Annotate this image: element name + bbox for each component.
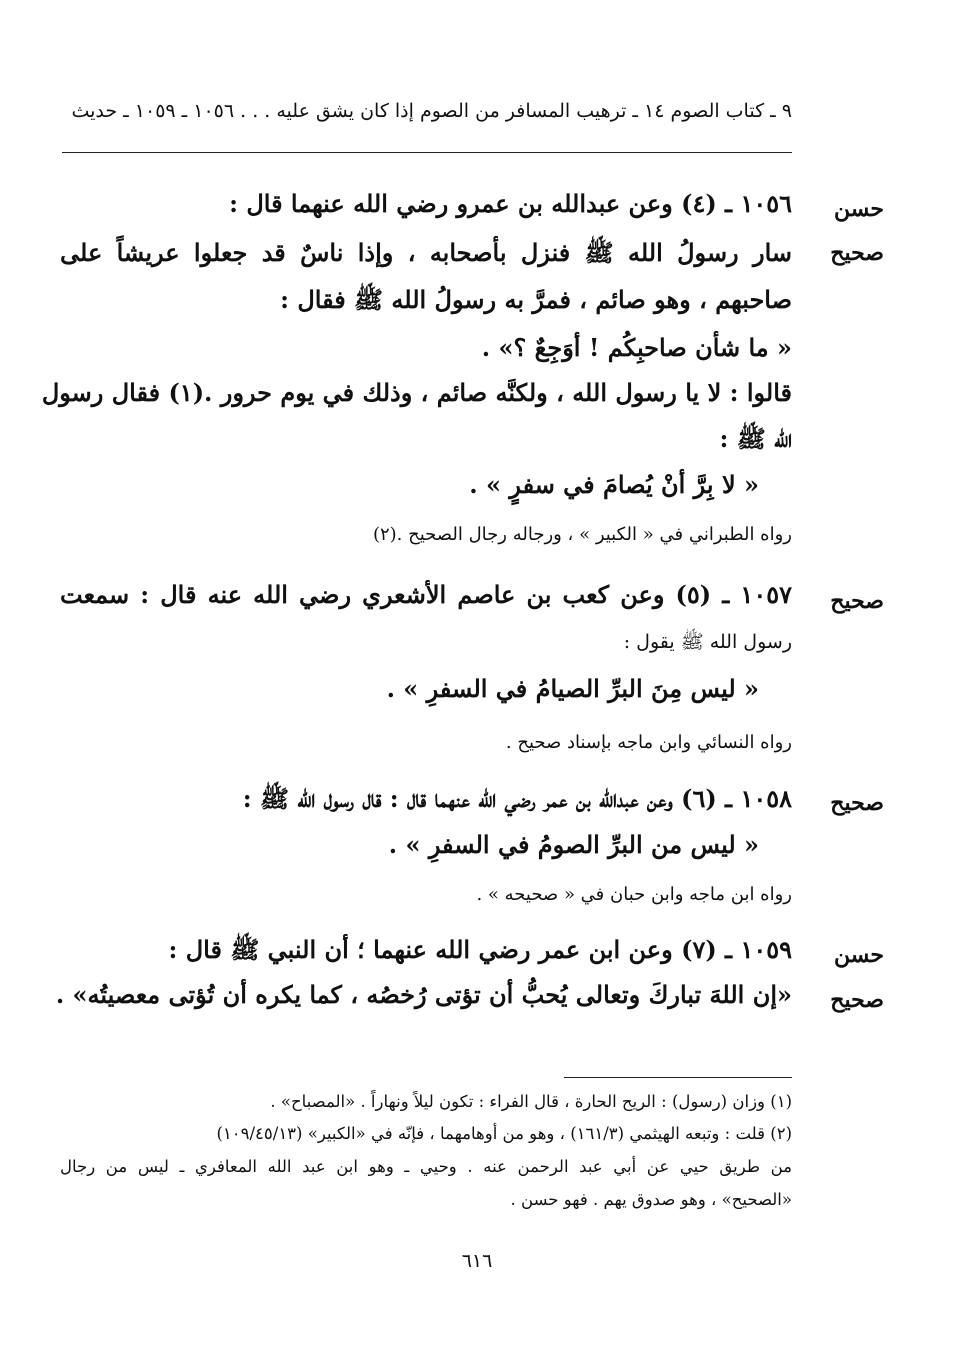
hadith-quote: «إن اللهَ تباركَ وتعالى يُحبُّ أن تؤتى رُخصُه ، كما يكره أن تُؤتى معصيتُه» . (55, 980, 792, 1009)
grade-label: حسن (834, 942, 884, 968)
footnote-line: من طريق حيي عن أبي عبد الرحمن عنه . وحيي ـ وهو ابن عبد الله المعافري ـ ليس من رجال (60, 1157, 792, 1176)
page-number: ٦١٦ (461, 1250, 493, 1272)
hadith-text-line: صاحبهم ، وهو صائم ، فمرَّ به رسولُ الله ﷺ فقال : (280, 285, 792, 314)
hadith-quote: « لا بِرَّ أنْ يُصامَ في سفرٍ » . (469, 470, 759, 499)
hadith-text-line: رسول الله ﷺ يقول : (623, 631, 792, 653)
hadith-source: رواه الطبراني في « الكبير » ، ورجاله رجال الصحيح .(٢) (372, 524, 792, 545)
footnote-line: (١) وزان (رسول) : الريح الحارة ، قال الفراء : تكون ليلاً ونهاراً . «المصباح» . (270, 1092, 792, 1111)
hadith-text-line: سار رسولُ الله ﷺ فنزل بأصحابه ، وإذا ناسٌ قد جعلوا عريشاً على (60, 238, 792, 267)
hadith-text-line: قالوا : لا يا رسول الله ، ولكنَّه صائم ، وذلك في يوم حرور .(١) فقال رسول (41, 378, 792, 407)
hadith-quote: « ليس مِنَ البرِّ الصيامُ في السفرِ » . (386, 674, 759, 703)
header-divider (62, 152, 792, 153)
grade-label: حسن (834, 196, 884, 222)
hadith-heading: ١٠٥٨ ـ (٦) وعن عبدالله بن عمر رضي الله عنهما قال : قال رسول الله ﷺ : (242, 784, 792, 813)
footnote-divider (564, 1077, 792, 1078)
hadith-heading: ١٠٥٧ ـ (٥) وعن كعب بن عاصم الأشعري رضي الله عنه قال : سمعت (60, 580, 792, 609)
hadith-source: رواه ابن ماجه وابن حبان في « صحيحه » . (476, 884, 792, 905)
hadith-heading: ١٠٥٩ ـ (٧) وعن ابن عمر رضي الله عنهما ؛ أن النبي ﷺ قال : (168, 935, 792, 964)
grade-label: صحيح (830, 588, 884, 614)
hadith-heading: ١٠٥٦ ـ (٤) وعن عبدالله بن عمرو رضي الله عنهما قال : (229, 189, 792, 218)
grade-label: صحيح (830, 790, 884, 816)
hadith-text-line: الله ﷺ : (719, 424, 792, 453)
grade-label: صحيح (830, 240, 884, 266)
hadith-quote: « ما شأن صاحبِكُم ! أوَجِعٌ ؟» . (481, 333, 792, 362)
hadith-source: رواه النسائي وابن ماجه بإسناد صحيح . (505, 732, 792, 753)
running-header: ٩ ـ كتاب الصوم ١٤ ـ ترهيب المسافر من الصوم إذا كان يشق عليه . . . ١٠٥٦ ـ ١٠٥٩ ـ حديث (71, 100, 792, 122)
footnote-line: «الصحيح» ، وهو صدوق يهم . فهو حسن . (510, 1190, 792, 1209)
grade-label: صحيح (830, 987, 884, 1013)
footnote-line: (٢) قلت : وتبعه الهيثمي (١٦١/٣) ، وهو من أوهامهما ، فإنّه في «الكبير» (١٠٩/٤٥/١٣) (216, 1124, 792, 1143)
hadith-quote: « ليس من البرِّ الصومُ في السفرِ » . (388, 830, 759, 859)
